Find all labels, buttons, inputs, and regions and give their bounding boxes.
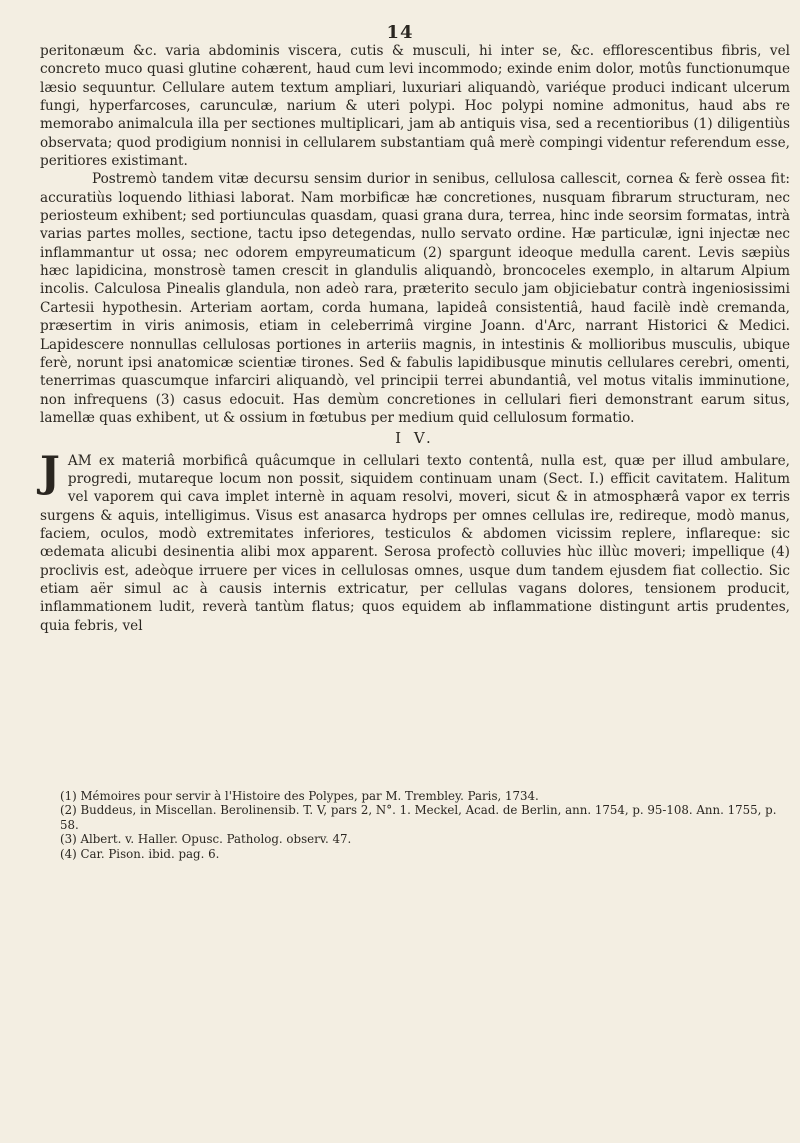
section-paragraph xyxy=(40,446,790,635)
section-heading: I V. xyxy=(395,429,435,448)
footnotes xyxy=(60,789,790,861)
main-text xyxy=(40,42,790,635)
drop-cap: J xyxy=(40,446,60,496)
footnote: (3) Albert. v. Haller. Opusc. Patholog. observ. 47. xyxy=(60,832,352,847)
footnote: (1) Mémoires pour servir à l'Histoire des Polypes, par M. Trembley. Paris, 1734. xyxy=(60,789,539,803)
paragraph-lithiasis: Postremò tandem vitæ decursu sensim durior in senibus, cellulosa callescit, cornea & ferè ossea fit: accuratiùs loquendo lithiasi laborat. Nam morbificæ hæ concretiones, nusquam fibrarum structuram, nec periosteum exhibent; sed portiunculas quasdam, quasi grana dura, terrea, hinc inde seorsim formatas, intrà varias partes molles, sectione, tactu ipso detegendas, nullo servato ordine. Hæ particulæ, igni injectæ nec inflammantur ut ossa; nec odorem empyreumaticum (2) spargunt ideoque medulla carent. Levis sæpiùs hæc lapidicina, monstrosè tamen crescit in glandulis aliquandò, broncoceles exemplo, in altarum Alpium incolis. Calculosa Pinealis glandula, non adeò rara, præterito seculo jam objiciebatur contrà ingeniosissimi Cartesii hypothesin. Arteriam aortam, corda humana, lapideâ consistentiâ, haud facilè indè cremanda, præsertim in viris animosis, etiam in celeberrimâ virgine Joann. d'Arc, narrant Historici & Medici. Lapidescere nonnullas cellulosas portiones in arteriis magnis, in intestinis & mollioribus musculis, ubique ferè, norunt ipsi anatomicæ scientiæ tirones. Sed & fabulis lapidibusque minutis cellulares cerebri, omenti, tenerrimas quascumque infarciri aliquandò, vel principii terrei abundantiâ, vel motus vitalis imminutione, non infrequens (3) casus edocuit. Has demùm concretiones in cellulari fieri demonstrant earum situs, lamellæ quas exhibent, ut & ossium in fœtubus per medium quid cellulosum formatio. xyxy=(40,171,790,426)
section-text: AM ex materiâ morbificâ quâcumque in cellulari texto contentâ, nulla est, quæ per illud ambulare, progredi, mutareque locum non possit, siquidem continuam unam (Sect. I.) efficit cavitatem. Halitum vel vaporem qui cava implet internè in aquam resolvi, moveri, sicut & in atmosphærâ vapor ex terris surgens & aquis, intelligimus. Visus est anasarca hydrops per omnes cellulas ire, redireque, modò manus, faciem, oculos, modò extremitates inferiores, testiculos & abdomen vicissim replere, inflareque: sic œdemata alicubi desinentia alibi mox apparent. Serosa profectò colluvies hùc illùc moveri; impellique (4) proclivis est, adeòque irruere per vices in cellulosas omnes, usque dum tandem ejusdem fiat collectio. Sic etiam aër simul ac à causis internis extricatur, per cellulas vagans dolores, tensionem producit, inflammationem ludit, reverà tantùm flatus; quos equidem ab inflammatione distingunt artis prudentes, quia febris, vel xyxy=(40,452,790,634)
footnote: (2) Buddeus, in Miscellan. Berolinensib. T. V, pars 2, N°. 1. Meckel, Acad. de Berlin, ann. 1754, p. 95-108. Ann. 1755, p. 58. xyxy=(60,803,777,832)
page-number: 14 xyxy=(386,22,414,43)
paragraph-continuation: peritonæum &c. varia abdominis viscera, cutis & musculi, hi inter se, &c. efflorescentibus fibris, vel concreto muco quasi glutine cohærent, haud cum levi incommodo; exinde enim dolor, motûs functionumque læsio sequuntur. Cellulare autem textum ampliari, luxuriari aliquandò, variéque produci indicant ulcerum fungi, hyperfarcoses, carunculæ, narium & uteri polypi. Hoc polypi nomine admonitus, haud abs re memorabo animalcula illa per sectiones multiplicari, jam ab antiquis visa, sed a recentioribus (1) diligentiùs observata; quod prodigium nonnisi in cellularem substantiam quâ merè compingi videntur referendum esse, peritiores existimant. xyxy=(40,43,790,170)
footnote: (4) Car. Pison. ibid. pag. 6. xyxy=(60,846,220,861)
